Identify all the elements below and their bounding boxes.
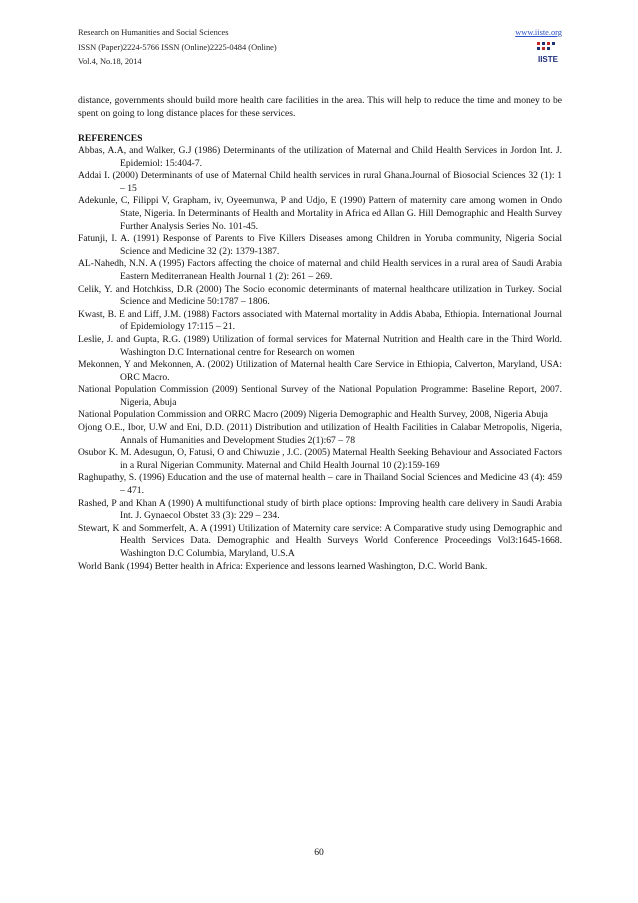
journal-url-link[interactable]: www.iiste.org — [515, 28, 562, 37]
page-number: 60 — [314, 847, 324, 858]
reference-item: National Population Commission and ORRC Macro (2009) Nigeria Demographic and Health Survey, 2008, Nigeria Abuja — [78, 409, 548, 421]
reference-item: Kwast, B. E and Liff, J.M. (1988) Factors associated with Maternal mortality in Addis Ababa, Ethiopia. International Journal of Epidemiology 17:115 – 21. — [78, 308, 562, 333]
reference-item: Raghupathy, S. (1996) Education and the use of maternal health – care in Thailand Social Sciences and Medicine 43 (4): 459 – 471. — [78, 472, 562, 497]
logo-text: IISTE — [537, 55, 559, 64]
reference-item: World Bank (1994) Better health in Africa: Experience and lessons learned Washington, D.C. World Bank. — [78, 560, 488, 572]
reference-item: Addai I. (2000) Determinants of use of Maternal Child health services in rural Ghana.Journal of Biosocial Sciences 32 (1): 1 – 15 — [78, 170, 562, 194]
iiste-logo-icon — [536, 41, 560, 65]
references-list — [78, 145, 562, 573]
reference-item: Mekonnen, Y and Mekonnen, A. (2002) Utilization of Maternal health Care Service in Ethiopia, Calverton, Maryland, USA: ORC Macro. — [78, 359, 562, 383]
reference-item: Stewart, K and Sommerfelt, A. A (1991) Utilization of Maternity care service: A Comparative study using Demographic and Health Services Data. Demographic and Health Surveys World Conference Proceedings Vol3:1645-1668. Washington D.C Columbia, Maryland, U.S.A — [78, 522, 562, 559]
references-heading: REFERENCES — [78, 133, 143, 144]
reference-item: National Population Commission (2009) Sentional Survey of the National Population Programme: Baseline Report, 2007. Nigeria, Abuja — [78, 384, 562, 408]
reference-item: Celik, Y. and Hotchkiss, D.R (2000) The Socio economic determinants of maternal healthcare utilization in Turkey. Social Science and Medicine 50:1787 – 1806. — [78, 283, 562, 308]
reference-item: Rashed, P and Khan A (1990) A multifunctional study of birth place options: Improving health care delivery in Saudi Arabia Int. J. Gynaecol Obstet 33 (3): 229 – 234. — [78, 497, 562, 522]
reference-item: Leslie, J. and Gupta, R.G. (1989) Utilization of formal services for Maternal Nutrition and Health care in the Third World. Washington D.C International centre for Research on women — [78, 333, 562, 358]
journal-title: Research on Humanities and Social Sciences — [78, 28, 229, 37]
reference-item: Abbas, A.A, and Walker, G.J (1986) Determinants of the utilization of Maternal and Child Health Services in Jordon Int. J. Epidemiol: 15:404-7. — [78, 145, 562, 169]
issn-line: ISSN (Paper)2224-5766 ISSN (Online)2225-0484 (Online) — [78, 42, 277, 52]
reference-item: AL-Nahedh, N.N. A (1995) Factors affecting the choice of maternal and child Health services in a rural area of Saudi Arabia Eastern Mediterranean Health Journal 1 (2): 261 – 269. — [78, 258, 562, 282]
intro-paragraph: distance, governments should build more health care facilities in the area. This will help to reduce the time and money to be spent on going to long distance places for these services. — [78, 95, 562, 119]
reference-item: Fatunji, I. A. (1991) Response of Parents to Five Killers Diseases among Children in Yoruba community, Nigeria Social Science and Medicine 32 (2): 1379-1387. — [78, 233, 562, 257]
reference-item: Ojong O.E., Ibor, U.W and Eni, D.D. (2011) Distribution and utilization of Health Facilities in Calabar Metropolis, Nigeria, Annals of Humanities and Development Studies 2(1):67 – 78 — [78, 422, 562, 446]
page-content — [78, 94, 562, 573]
page-header — [78, 26, 562, 86]
volume-line: Vol.4, No.18, 2014 — [78, 57, 142, 66]
reference-item: Osubor K. M. Adesugun, O, Fatusi, O and Chiwuzie , J.C. (2005) Maternal Health Seeking Behaviour and Associated Factors in a Rural Nigerian Community. Maternal and Child Health Journal 10 (2):159-169 — [78, 447, 562, 471]
reference-item: Adekunle, C, Filippi V, Grapham, iv, Oyeemunwa, P and Udjo, E (1990) Pattern of maternity care among women in Ondo State, Nigeria. In Determinants of Health and Mortality in Africa ed Allan G. Hill Demographic and Health Survey Further Analysis Series No. 101-45. — [78, 195, 562, 232]
